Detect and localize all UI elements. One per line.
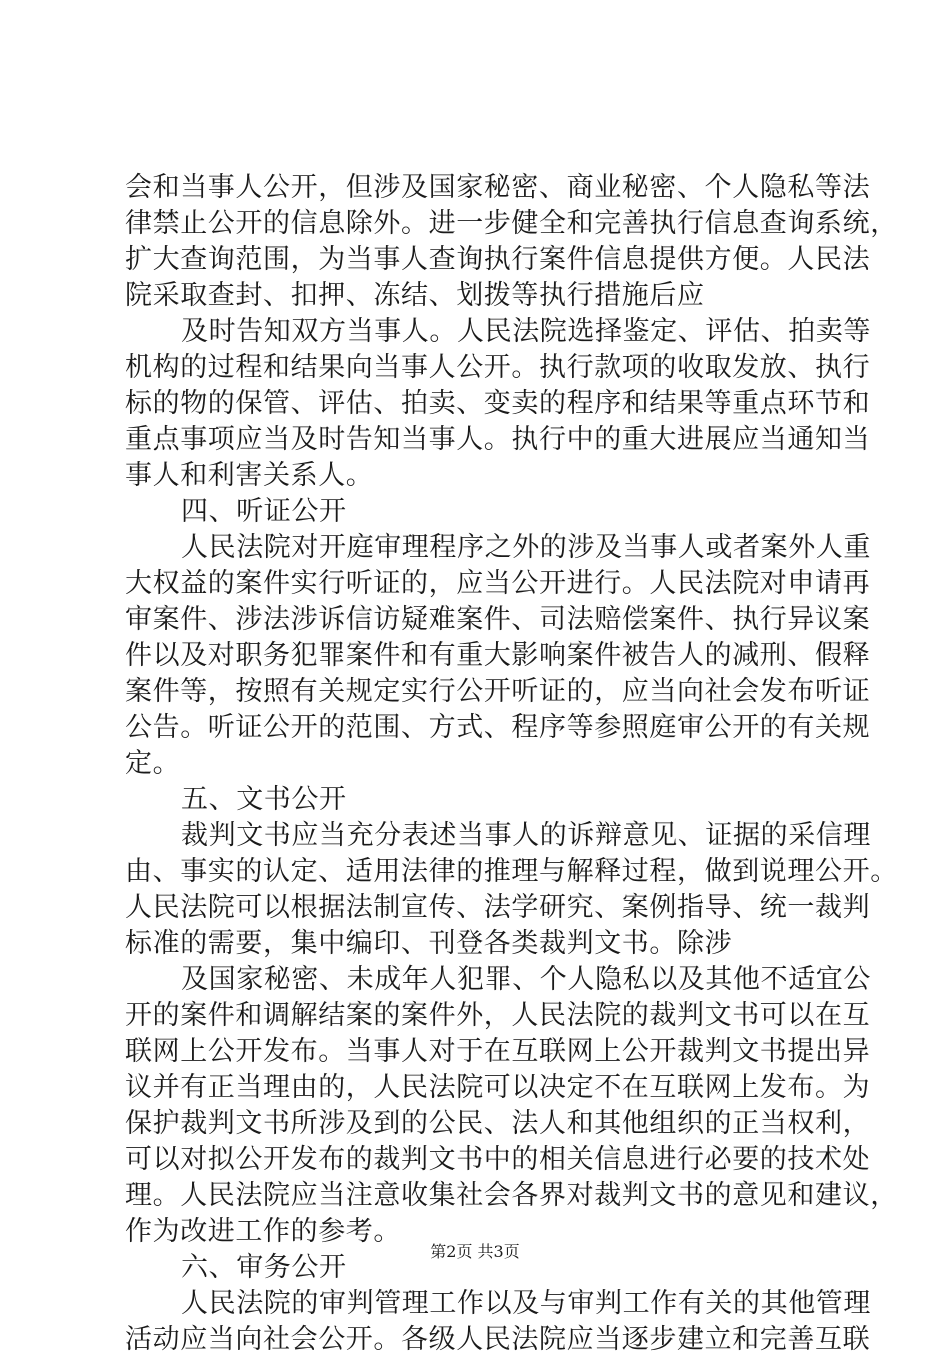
- text-line: 人民法院可以根据法制宣传、法学研究、案例指导、统一裁判: [125, 892, 871, 923]
- text-line: 理。人民法院应当注意收集社会各界对裁判文书的意见和建议，: [125, 1180, 898, 1211]
- text-line: 联网上公开发布。当事人对于在互联网上公开裁判文书提出异: [125, 1036, 871, 1067]
- text-line: 保护裁判文书所涉及到的公民、法人和其他组织的正当权利，: [125, 1108, 871, 1139]
- text-line: 定。: [125, 748, 181, 779]
- text-line: 律禁止公开的信息除外。进一步健全和完善执行信息查询系统，: [125, 208, 898, 239]
- text-line: 五、文书公开: [181, 784, 347, 815]
- text-line: 公告。听证公开的范围、方式、程序等参照庭审公开的有关规: [125, 712, 871, 743]
- text-line: 可以对拟公开发布的裁判文书中的相关信息进行必要的技术处: [125, 1144, 871, 1175]
- text-line: 审案件、涉法涉诉信访疑难案件、司法赔偿案件、执行异议案: [125, 604, 871, 635]
- text-line: 开的案件和调解结案的案件外，人民法院的裁判文书可以在互: [125, 1000, 871, 1031]
- text-line: 六、审务公开: [181, 1252, 347, 1283]
- text-line: 裁判文书应当充分表述当事人的诉辩意见、证据的采信理: [181, 820, 871, 851]
- text-line: 标准的需要，集中编印、刊登各类裁判文书。除涉: [125, 928, 733, 959]
- text-line: 议并有正当理由的，人民法院可以决定不在互联网上发布。为: [125, 1072, 871, 1103]
- text-line: 四、听证公开: [181, 496, 347, 527]
- text-line: 会和当事人公开，但涉及国家秘密、商业秘密、个人隐私等法: [125, 172, 871, 203]
- text-line: 由、事实的认定、适用法律的推理与解释过程，做到说理公开。: [125, 856, 898, 887]
- text-line: 院采取查封、扣押、冻结、划拨等执行措施后应: [125, 280, 705, 311]
- text-line: 人民法院对开庭审理程序之外的涉及当事人或者案外人重: [181, 532, 871, 563]
- text-line: 重点事项应当及时告知当事人。执行中的重大进展应当通知当: [125, 424, 871, 455]
- text-line: 扩大查询范围，为当事人查询执行案件信息提供方便。人民法: [125, 244, 871, 275]
- text-line: 事人和利害关系人。: [125, 460, 374, 491]
- page-number-footer: 第2页 共3页: [430, 1242, 520, 1261]
- text-line: 人民法院的审判管理工作以及与审判工作有关的其他管理: [181, 1288, 871, 1319]
- text-line: 机构的过程和结果向当事人公开。执行款项的收取发放、执行: [125, 352, 871, 383]
- text-line: 件以及对职务犯罪案件和有重大影响案件被告人的减刑、假释: [125, 640, 871, 671]
- text-line: 大权益的案件实行听证的，应当公开进行。人民法院对申请再: [125, 568, 871, 599]
- body-text: [125, 170, 898, 1358]
- text-line: 及时告知双方当事人。人民法院选择鉴定、评估、拍卖等: [181, 316, 871, 347]
- text-line: 案件等，按照有关规定实行公开听证的，应当向社会发布听证: [125, 676, 871, 707]
- text-line: 活动应当向社会公开。各级人民法院应当逐步建立和完善互联: [125, 1324, 871, 1355]
- text-line: 及国家秘密、未成年人犯罪、个人隐私以及其他不适宜公: [181, 964, 871, 995]
- text-line: 作为改进工作的参考。: [125, 1216, 401, 1247]
- text-line: 标的物的保管、评估、拍卖、变卖的程序和结果等重点环节和: [125, 388, 871, 419]
